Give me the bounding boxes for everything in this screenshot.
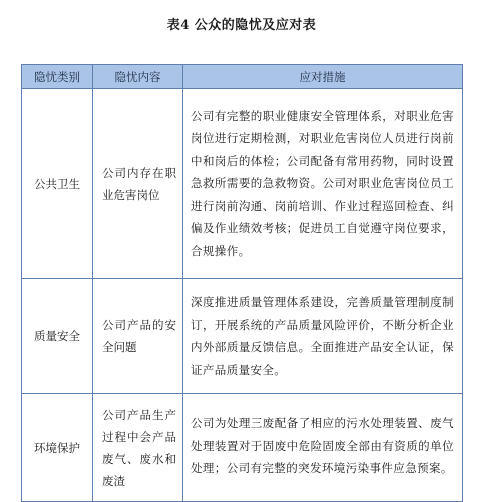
row-category: 环境保护: [22, 394, 93, 502]
row-measure: 公司有完整的职业健康安全管理体系，对职业危害岗位进行定期检测，对职业危害岗位人员进行岗前中和岗后的体检；公司配备有常用药物，同时设置急救所需要的急救物资。公司对职业危害岗位员工进行岗前沟通、岗前培训、作业过程巡回检查、纠偏及作业绩效考核；促进员工自觉遵守岗位要求，合规操作。: [183, 89, 463, 279]
header-concern: 隐忧内容: [93, 65, 183, 89]
table-row: [22, 89, 463, 279]
concerns-table: [21, 64, 463, 502]
row-concern: 公司内存在职业危害岗位: [93, 89, 183, 279]
row-measure: 深度推进质量管理体系建设，完善质量管理制度制订，开展系统的产品质量风险评价，不断分析企业内外部质量反馈信息。全面推进产品安全认证，保证产品质量安全。: [183, 279, 463, 394]
header-measure: 应对措施: [183, 65, 463, 89]
row-measure: 公司为处理三废配备了相应的污水处理装置、废气处理装置对于固废中危险固废全部由有资质的单位处理；公司有完整的突发环境污染事件应急预案。: [183, 394, 463, 502]
row-concern: 公司产品生产过程中会产品废气、废水和废渣: [93, 394, 183, 502]
table-header-row: [22, 65, 463, 89]
row-category: 质量安全: [22, 279, 93, 394]
table-caption: 表4 公众的隐忧及应对表: [166, 18, 317, 33]
row-category: 公共卫生: [22, 89, 93, 279]
row-concern: 公司产品的安全问题: [93, 279, 183, 394]
header-category: 隐忧类别: [22, 65, 93, 89]
table-row: [22, 279, 463, 394]
table-row: [22, 394, 463, 502]
